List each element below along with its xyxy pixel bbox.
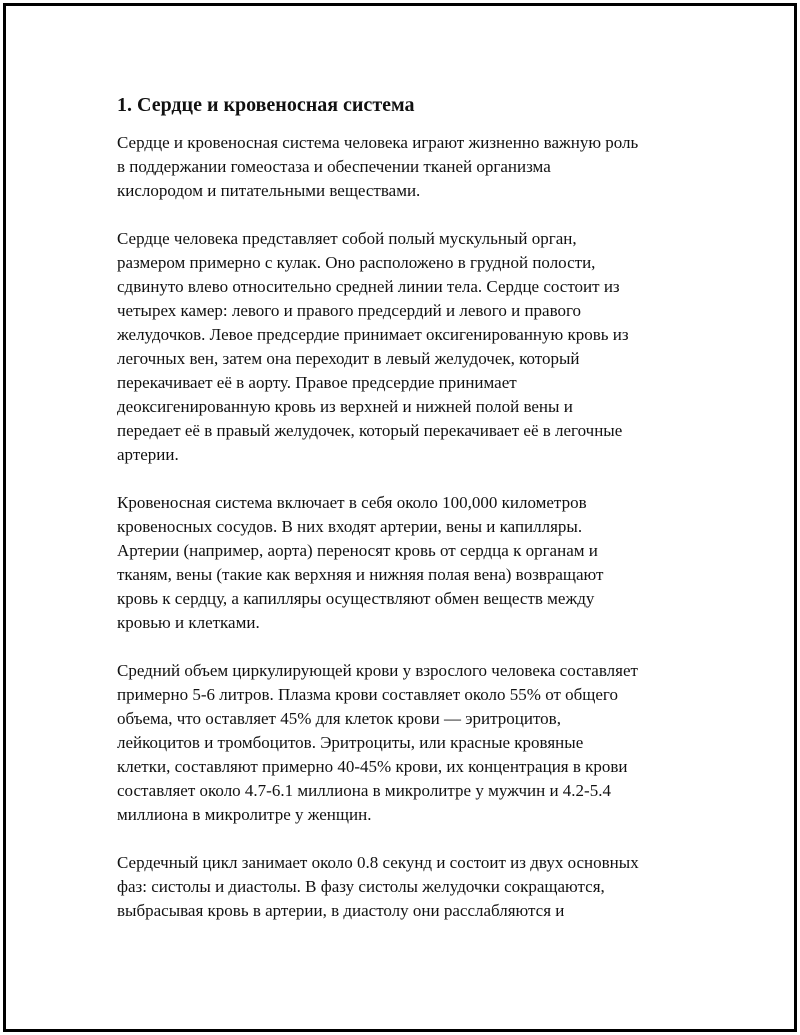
text-line: артерии. [117, 445, 179, 464]
text-line: кровеносных сосудов. В них входят артерии, вены и капилляры. [117, 517, 583, 536]
text-line: составляет около 4.7-6.1 миллиона в микролитре у мужчин и 4.2-5.4 [117, 781, 611, 800]
text-line: объема, что оставляет 45% для клеток крови — эритроцитов, [117, 709, 561, 728]
text-line: миллиона в микролитре у женщин. [117, 805, 372, 824]
text-line: перекачивает её в аорту. Правое предсердие принимает [117, 373, 517, 392]
section-heading: 1. Сердце и кровеносная система [117, 94, 415, 116]
paragraph-cardiac-cycle [117, 851, 694, 923]
paragraph-blood-volume [117, 659, 694, 827]
text-line: в поддержании гомеостаза и обеспечении тканей организма [117, 157, 551, 176]
text-line: кровь к сердцу, а капилляры осуществляют обмен веществ между [117, 589, 595, 608]
text-line: Сердце и кровеносная система человека играют жизненно важную роль [117, 133, 639, 152]
text-line: клетки, составляют примерно 40-45% крови, их концентрация в крови [117, 757, 628, 776]
text-line: легочных вен, затем она переходит в левый желудочек, который [117, 349, 580, 368]
text-line: Кровеносная система включает в себя около 100,000 километров [117, 493, 587, 512]
text-line: деоксигенированную кровь из верхней и нижней полой вены и [117, 397, 573, 416]
text-line: примерно 5-6 литров. Плазма крови составляет около 55% от общего [117, 685, 618, 704]
text-line: кровью и клетками. [117, 613, 260, 632]
text-line: фаз: систолы и диастолы. В фазу систолы желудочки сокращаются, [117, 877, 605, 896]
text-line: четырех камер: левого и правого предсердий и левого и правого [117, 301, 582, 320]
paragraph-vessels [117, 491, 694, 635]
text-line: Артерии (например, аорта) переносят кровь от сердца к органам и [117, 541, 598, 560]
text-line: тканям, вены (такие как верхняя и нижняя полая вена) возвращают [117, 565, 604, 584]
text-line: кислородом и питательными веществами. [117, 181, 421, 200]
text-line: Средний объем циркулирующей крови у взрослого человека составляет [117, 661, 638, 680]
text-line: размером примерно с кулак. Оно расположено в грудной полости, [117, 253, 596, 272]
text-line: сдвинуто влево относительно средней линии тела. Сердце состоит из [117, 277, 620, 296]
text-line: Сердце человека представляет собой полый мускульный орган, [117, 229, 577, 248]
text-line: Сердечный цикл занимает около 0.8 секунд и состоит из двух основных [117, 853, 639, 872]
text-line: желудочков. Левое предсердие принимает оксигенированную кровь из [117, 325, 629, 344]
document-body [114, 92, 694, 947]
paragraph-intro [117, 131, 694, 203]
text-line: передает её в правый желудочек, который перекачивает её в легочные [117, 421, 623, 440]
text-line: лейкоцитов и тромбоцитов. Эритроциты, или красные кровяные [117, 733, 584, 752]
paragraph-heart-structure [117, 227, 694, 467]
text-line: выбрасывая кровь в артерии, в диастолу они расслабляются и [117, 901, 565, 920]
